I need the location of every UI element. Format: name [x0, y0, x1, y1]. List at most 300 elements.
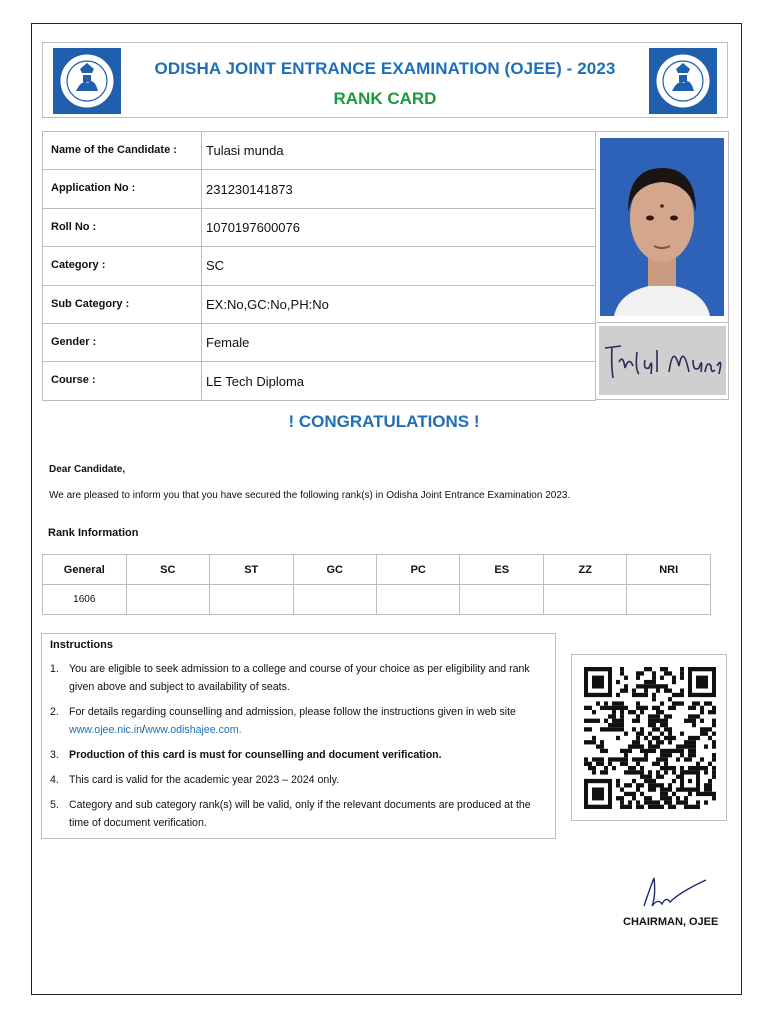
qr-module [712, 792, 716, 796]
qr-module [596, 762, 600, 766]
qr-module [624, 792, 628, 796]
rank-header-general: General [43, 555, 127, 585]
qr-module [592, 710, 596, 714]
qr-module [620, 719, 624, 723]
qr-module [692, 714, 696, 718]
qr-module [656, 710, 660, 714]
qr-module [672, 736, 676, 740]
congratulations-heading: ! CONGRATULATIONS ! [288, 412, 480, 431]
qr-module [628, 783, 632, 787]
qr-module [636, 762, 640, 766]
qr-module [652, 779, 656, 783]
application-no-value: 231230141873 [202, 170, 596, 208]
qr-module [592, 770, 596, 774]
qr-module [664, 671, 668, 675]
qr-module [692, 719, 696, 723]
qr-module [668, 749, 672, 753]
header [42, 42, 728, 118]
qr-module [608, 757, 612, 761]
qr-module [664, 727, 668, 731]
qr-module [648, 779, 652, 783]
qr-module [612, 757, 616, 761]
qr-module [660, 701, 664, 705]
qr-module [632, 757, 636, 761]
qr-module [620, 723, 624, 727]
qr-module [668, 740, 672, 744]
qr-module [584, 719, 588, 723]
qr-module [628, 710, 632, 714]
qr-module [652, 697, 656, 701]
qr-module [608, 762, 612, 766]
qr-module [644, 680, 648, 684]
qr-module [624, 749, 628, 753]
qr-module [612, 727, 616, 731]
qr-module [592, 757, 596, 761]
qr-module [640, 732, 644, 736]
qr-module [696, 800, 700, 804]
qr-module [660, 723, 664, 727]
category-value: SC [202, 247, 596, 285]
qr-module [588, 766, 592, 770]
qr-module [708, 736, 712, 740]
qr-module [660, 667, 664, 671]
qr-module [620, 749, 624, 753]
qr-module [616, 701, 620, 705]
qr-module [684, 740, 688, 744]
qr-module [648, 805, 652, 809]
qr-module [612, 719, 616, 723]
qr-module [656, 689, 660, 693]
qr-module [696, 736, 700, 740]
qr-module [620, 701, 624, 705]
qr-module [668, 714, 672, 718]
qr-module [652, 676, 656, 680]
qr-module [648, 783, 652, 787]
qr-module [632, 689, 636, 693]
qr-module [636, 800, 640, 804]
rank-header-pc: PC [376, 555, 459, 585]
qr-module [672, 770, 676, 774]
qr-module [636, 676, 640, 680]
instruction-number: 1. [50, 663, 59, 675]
qr-module [636, 757, 640, 761]
qr-module [660, 766, 664, 770]
rank-value-row [43, 585, 711, 615]
qr-module [664, 800, 668, 804]
qr-module [712, 710, 716, 714]
qr-module [652, 800, 656, 804]
qr-module [704, 732, 708, 736]
qr-module [712, 706, 716, 710]
instructions-box [41, 633, 556, 839]
qr-module [660, 775, 664, 779]
instruction-item [50, 796, 547, 832]
qr-module [676, 701, 680, 705]
qr-module [712, 740, 716, 744]
odishajee-website-link[interactable]: www.odishajee.com. [144, 724, 242, 736]
qr-module [652, 805, 656, 809]
qr-module [708, 779, 712, 783]
qr-module [668, 800, 672, 804]
qr-module [604, 766, 608, 770]
qr-module [608, 706, 612, 710]
qr-module [644, 689, 648, 693]
qr-module [688, 744, 692, 748]
qr-module [620, 667, 624, 671]
qr-module [636, 736, 640, 740]
qr-module [688, 757, 692, 761]
qr-module [696, 701, 700, 705]
qr-module [636, 719, 640, 723]
qr-module [596, 701, 600, 705]
qr-module [700, 732, 704, 736]
qr-module [692, 805, 696, 809]
qr-module [584, 762, 588, 766]
qr-module [688, 766, 692, 770]
qr-module [592, 766, 596, 770]
table-row [43, 208, 596, 246]
qr-module [624, 684, 628, 688]
qr-module [592, 676, 604, 689]
qr-module [584, 727, 588, 731]
qr-module [684, 805, 688, 809]
qr-module [640, 706, 644, 710]
qr-module [588, 727, 592, 731]
qr-module [692, 749, 696, 753]
qr-module [652, 719, 656, 723]
qr-module [640, 792, 644, 796]
qr-module [636, 732, 640, 736]
qr-module [680, 667, 684, 671]
qr-module [704, 701, 708, 705]
qr-module [616, 779, 620, 783]
qr-module [620, 805, 624, 809]
qr-module [600, 749, 604, 753]
qr-module [640, 684, 644, 688]
qr-module [652, 749, 656, 753]
qr-module [596, 744, 600, 748]
qr-module [648, 732, 652, 736]
qr-module [704, 727, 708, 731]
qr-module [620, 796, 624, 800]
qr-module [640, 770, 644, 774]
ojee-website-link[interactable]: www.ojee.nic.in [69, 724, 143, 736]
qr-module [628, 792, 632, 796]
qr-module [712, 770, 716, 774]
category-label: Category : [43, 247, 202, 285]
rank-header-sc: SC [126, 555, 209, 585]
qr-module [672, 749, 676, 753]
qr-module [616, 727, 620, 731]
qr-module [648, 723, 652, 727]
qr-module [656, 775, 660, 779]
qr-module [620, 727, 624, 731]
qr-module [680, 753, 684, 757]
rank-value-pc [376, 585, 459, 615]
table-row [43, 247, 596, 285]
qr-module [668, 689, 672, 693]
qr-module [668, 706, 672, 710]
qr-module [624, 783, 628, 787]
qr-module [668, 732, 672, 736]
rank-value-sc [126, 585, 209, 615]
rank-information-heading: Rank Information [48, 527, 139, 539]
rank-card-title: RANK CARD [333, 89, 437, 108]
qr-module [652, 723, 656, 727]
qr-module [632, 796, 636, 800]
qr-module [644, 736, 648, 740]
qr-module [652, 727, 656, 731]
qr-module [700, 710, 704, 714]
qr-module [692, 701, 696, 705]
qr-module [644, 693, 648, 697]
qr-module [676, 787, 680, 791]
qr-module [692, 723, 696, 727]
table-row [43, 362, 596, 400]
qr-module [620, 689, 624, 693]
qr-module [660, 676, 664, 680]
qr-module [700, 706, 704, 710]
qr-module [588, 706, 592, 710]
qr-module [636, 744, 640, 748]
qr-module [616, 796, 620, 800]
qr-module [648, 680, 652, 684]
qr-module [668, 736, 672, 740]
qr-module [672, 779, 676, 783]
qr-module [600, 744, 604, 748]
instruction-text: For details regarding counselling and admission, please follow the instructions given in web site [69, 706, 516, 718]
rank-value-nri [627, 585, 711, 615]
rank-value-general: 1606 [43, 585, 127, 615]
qr-module [608, 727, 612, 731]
qr-module [648, 719, 652, 723]
course-label: Course : [43, 362, 202, 400]
qr-module [708, 787, 712, 791]
qr-module [684, 757, 688, 761]
chairman-signature [636, 866, 712, 914]
qr-module [636, 706, 640, 710]
qr-module [632, 693, 636, 697]
table-row [43, 132, 596, 170]
qr-module [632, 727, 636, 731]
qr-frame [571, 654, 727, 821]
qr-module [644, 684, 648, 688]
qr-module [672, 680, 676, 684]
qr-module [604, 719, 608, 723]
qr-module [644, 757, 648, 761]
signature-frame [595, 322, 729, 400]
qr-module [652, 693, 656, 697]
qr-module [644, 706, 648, 710]
qr-module [700, 727, 704, 731]
qr-module [668, 796, 672, 800]
qr-module [584, 757, 588, 761]
qr-module [676, 744, 680, 748]
qr-module [640, 671, 644, 675]
sub-category-value: EX:No,GC:No,PH:No [202, 285, 596, 323]
qr-module [700, 792, 704, 796]
qr-module [664, 749, 668, 753]
qr-module [600, 757, 604, 761]
qr-module [632, 740, 636, 744]
qr-module [668, 805, 672, 809]
qr-module [692, 706, 696, 710]
qr-module [620, 714, 624, 718]
qr-module [616, 706, 620, 710]
qr-module [668, 671, 672, 675]
qr-module [640, 749, 644, 753]
qr-module [604, 727, 608, 731]
qr-module [652, 706, 656, 710]
qr-module [700, 719, 704, 723]
qr-module [660, 753, 664, 757]
qr-module [584, 706, 588, 710]
qr-module [648, 667, 652, 671]
qr-module [700, 757, 704, 761]
instruction-text: You are eligible to seek admission to a college and course of your choice as per eligibility and rank given above and subject to availability of seats. [69, 663, 530, 693]
qr-module [708, 762, 712, 766]
qr-module [648, 770, 652, 774]
qr-module [600, 740, 604, 744]
qr-module [672, 701, 676, 705]
qr-module [624, 706, 628, 710]
instructions-list [50, 660, 547, 832]
qr-module [632, 779, 636, 783]
qr-module [592, 736, 596, 740]
salutation: Dear Candidate, [49, 464, 126, 475]
intro-text: We are pleased to inform you that you have secured the following rank(s) in Odisha Joint Entrance Examination 2023. [49, 490, 571, 501]
qr-module [660, 792, 664, 796]
qr-module [696, 762, 700, 766]
qr-module [592, 787, 604, 800]
qr-module [628, 770, 632, 774]
qr-module [688, 753, 692, 757]
qr-module [644, 796, 648, 800]
qr-module [660, 805, 664, 809]
candidate-signature [599, 326, 726, 395]
qr-module [668, 697, 672, 701]
qr-module [664, 757, 668, 761]
table-row [43, 170, 596, 208]
roll-no-label: Roll No : [43, 208, 202, 246]
qr-module [664, 684, 668, 688]
qr-code-icon [584, 667, 716, 809]
instruction-text: Category and sub category rank(s) will be valid, only if the relevant documents are produced at the time of document verification. [69, 799, 531, 829]
qr-module [620, 706, 624, 710]
qr-module [676, 749, 680, 753]
qr-module [708, 792, 712, 796]
qr-module [604, 701, 608, 705]
qr-module [612, 714, 616, 718]
qr-module [624, 689, 628, 693]
qr-module [644, 667, 648, 671]
qr-module [640, 744, 644, 748]
qr-module [652, 783, 656, 787]
qr-module [656, 727, 660, 731]
qr-module [628, 800, 632, 804]
instruction-number: 4. [50, 774, 59, 786]
rank-header-nri: NRI [627, 555, 711, 585]
qr-module [680, 676, 684, 680]
qr-module [588, 762, 592, 766]
qr-module [712, 753, 716, 757]
qr-module [692, 753, 696, 757]
qr-module [628, 805, 632, 809]
qr-module [652, 787, 656, 791]
qr-module [628, 749, 632, 753]
qr-module [652, 762, 656, 766]
instruction-item [50, 771, 547, 789]
qr-module [704, 783, 708, 787]
rank-header-st: ST [210, 555, 293, 585]
qr-module [672, 676, 676, 680]
qr-module [688, 714, 692, 718]
qr-module [604, 749, 608, 753]
qr-module [640, 805, 644, 809]
instructions-title: Instructions [50, 639, 113, 651]
qr-module [696, 714, 700, 718]
qr-module [648, 787, 652, 791]
instruction-item [50, 703, 547, 739]
qr-module [704, 766, 708, 770]
qr-module [636, 684, 640, 688]
qr-module [676, 800, 680, 804]
candidate-name-value: Tulasi munda [202, 132, 596, 170]
qr-module [676, 757, 680, 761]
qr-module [708, 701, 712, 705]
candidate-name-label: Name of the Candidate : [43, 132, 202, 170]
table-row [43, 323, 596, 361]
qr-module [664, 792, 668, 796]
qr-module [616, 736, 620, 740]
qr-module [612, 706, 616, 710]
qr-module [660, 749, 664, 753]
qr-module [656, 805, 660, 809]
qr-module [664, 796, 668, 800]
qr-module [652, 680, 656, 684]
qr-module [660, 684, 664, 688]
qr-module [620, 671, 624, 675]
qr-module [696, 676, 708, 689]
qr-module [632, 792, 636, 796]
qr-module [644, 779, 648, 783]
rank-header-gc: GC [293, 555, 376, 585]
qr-module [652, 744, 656, 748]
qr-module [600, 762, 604, 766]
qr-module [676, 775, 680, 779]
qr-module [680, 749, 684, 753]
qr-module [648, 796, 652, 800]
qr-module [640, 757, 644, 761]
qr-module [656, 770, 660, 774]
qr-module [616, 719, 620, 723]
qr-module [668, 727, 672, 731]
qr-module [616, 783, 620, 787]
qr-module [660, 796, 664, 800]
qr-module [632, 719, 636, 723]
qr-module [648, 775, 652, 779]
qr-module [624, 732, 628, 736]
qr-module [640, 766, 644, 770]
exam-title: ODISHA JOINT ENTRANCE EXAMINATION (OJEE) - 2023 [154, 59, 616, 78]
qr-module [704, 787, 708, 791]
qr-module [688, 736, 692, 740]
qr-module [616, 693, 620, 697]
qr-module [664, 714, 668, 718]
application-no-label: Application No : [43, 170, 202, 208]
qr-module [652, 736, 656, 740]
qr-module [660, 719, 664, 723]
